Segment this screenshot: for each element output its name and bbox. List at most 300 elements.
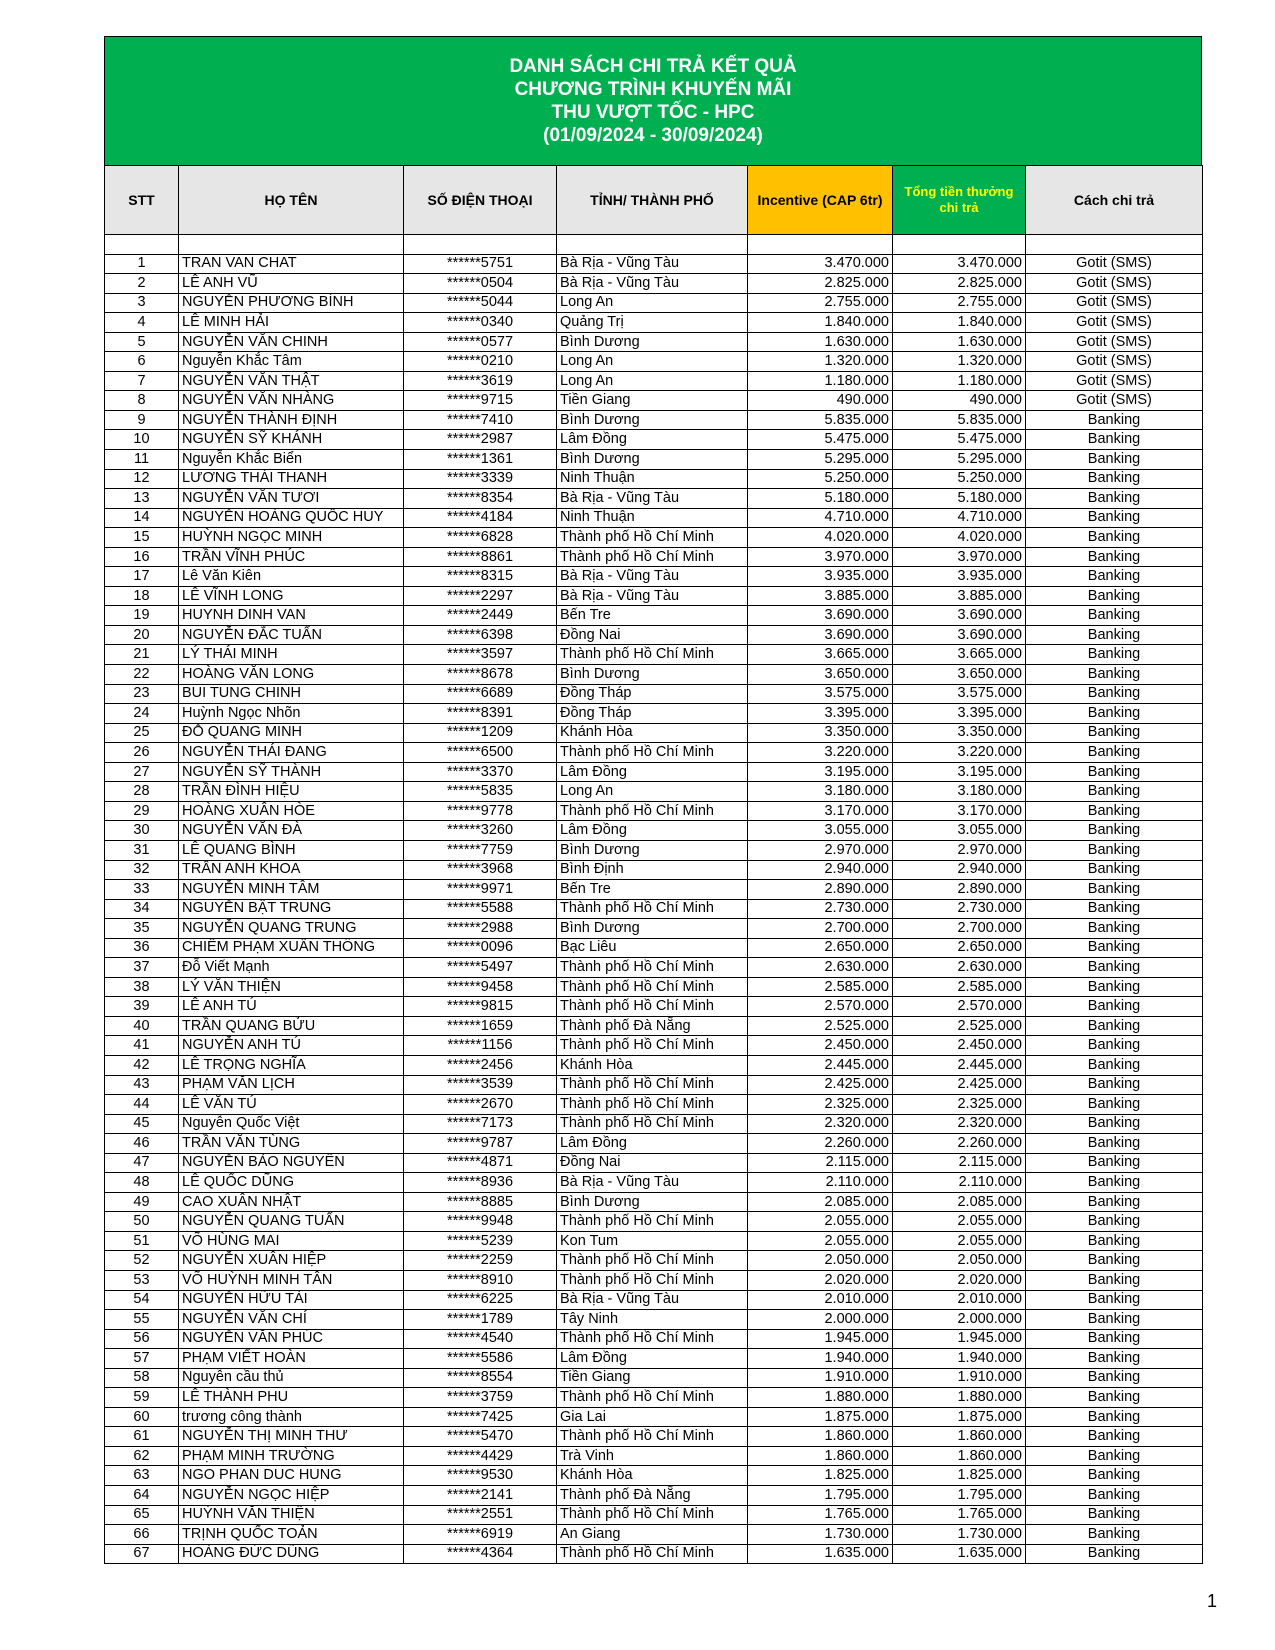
cell-province: Thành phố Hồ Chí Minh: [557, 1036, 748, 1056]
table-row: [105, 684, 1203, 704]
cell-stt: 15: [105, 528, 179, 548]
cell-incentive: 3.650.000: [748, 665, 893, 685]
cell-incentive: 3.690.000: [748, 625, 893, 645]
cell-name: Huỳnh Ngọc Nhõn: [179, 704, 404, 724]
cell-method: Banking: [1026, 977, 1203, 997]
header-row: [105, 166, 1203, 235]
cell-stt: 11: [105, 450, 179, 470]
cell-stt: 29: [105, 801, 179, 821]
cell-total: 2.110.000: [893, 1173, 1026, 1193]
cell-phone: ******3759: [404, 1388, 557, 1408]
cell-province: Bến Tre: [557, 606, 748, 626]
cell-method: Banking: [1026, 704, 1203, 724]
cell-total: 1.795.000: [893, 1486, 1026, 1506]
cell-province: Bạc Liêu: [557, 938, 748, 958]
cell-name: NGUYỄN NGỌC HIỆP: [179, 1486, 404, 1506]
cell-method: Banking: [1026, 1114, 1203, 1134]
cell-stt: 38: [105, 977, 179, 997]
cell-method: Banking: [1026, 1231, 1203, 1251]
cell-phone: ******8354: [404, 489, 557, 509]
cell-phone: ******8885: [404, 1192, 557, 1212]
table-row: [105, 625, 1203, 645]
cell-incentive: 1.825.000: [748, 1466, 893, 1486]
table-row: [105, 899, 1203, 919]
cell-stt: 54: [105, 1290, 179, 1310]
table-row: [105, 1368, 1203, 1388]
cell-phone: ******9458: [404, 977, 557, 997]
cell-total: 1.730.000: [893, 1525, 1026, 1545]
cell-phone: ******2297: [404, 586, 557, 606]
cell-province: Thành phố Hồ Chí Minh: [557, 645, 748, 665]
cell-method: Banking: [1026, 1505, 1203, 1525]
cell-stt: 28: [105, 782, 179, 802]
cell-stt: 32: [105, 860, 179, 880]
cell-stt: 51: [105, 1231, 179, 1251]
table-row: [105, 410, 1203, 430]
cell-phone: ******6225: [404, 1290, 557, 1310]
cell-stt: 47: [105, 1153, 179, 1173]
cell-method: Banking: [1026, 1407, 1203, 1427]
cell-method: Banking: [1026, 508, 1203, 528]
cell-incentive: 3.970.000: [748, 547, 893, 567]
cell-name: NGUYỄN BẬT TRUNG: [179, 899, 404, 919]
table-row: [105, 704, 1203, 724]
cell-province: Gia Lai: [557, 1407, 748, 1427]
cell-method: Banking: [1026, 1329, 1203, 1349]
cell-phone: ******0577: [404, 332, 557, 352]
cell-province: Trà Vinh: [557, 1446, 748, 1466]
cell-province: Thành phố Hồ Chí Minh: [557, 958, 748, 978]
cell-name: LÊ VĂN TÚ: [179, 1095, 404, 1115]
cell-total: 1.875.000: [893, 1407, 1026, 1427]
cell-name: Nguyễn cầu thủ: [179, 1368, 404, 1388]
table-row: [105, 352, 1203, 372]
cell-phone: ******1659: [404, 1016, 557, 1036]
cell-phone: ******2551: [404, 1505, 557, 1525]
cell-incentive: 2.000.000: [748, 1310, 893, 1330]
table-row: [105, 469, 1203, 489]
cell-name: HOÀNG ĐỨC DŨNG: [179, 1544, 404, 1564]
cell-phone: ******4429: [404, 1446, 557, 1466]
cell-total: 490.000: [893, 391, 1026, 411]
cell-stt: 35: [105, 919, 179, 939]
cell-stt: 50: [105, 1212, 179, 1232]
cell-method: Banking: [1026, 1173, 1203, 1193]
table-row: [105, 1290, 1203, 1310]
cell-method: Banking: [1026, 1016, 1203, 1036]
cell-total: 2.825.000: [893, 274, 1026, 294]
table-row: [105, 1016, 1203, 1036]
cell-phone: ******6828: [404, 528, 557, 548]
table-row: [105, 723, 1203, 743]
table-row: [105, 821, 1203, 841]
cell-stt: 53: [105, 1270, 179, 1290]
cell-total: 3.395.000: [893, 704, 1026, 724]
cell-total: 1.180.000: [893, 371, 1026, 391]
cell-province: Lâm Đồng: [557, 430, 748, 450]
cell-incentive: 2.425.000: [748, 1075, 893, 1095]
cell-incentive: 4.710.000: [748, 508, 893, 528]
cell-incentive: 1.765.000: [748, 1505, 893, 1525]
cell-method: Gotit (SMS): [1026, 352, 1203, 372]
cell-incentive: 2.110.000: [748, 1173, 893, 1193]
cell-name: LÊ VĨNH LONG: [179, 586, 404, 606]
cell-total: 2.085.000: [893, 1192, 1026, 1212]
cell-phone: ******5239: [404, 1231, 557, 1251]
cell-name: LÊ QUỐC DŨNG: [179, 1173, 404, 1193]
cell-phone: ******2456: [404, 1055, 557, 1075]
cell-method: Banking: [1026, 1270, 1203, 1290]
cell-phone: ******2141: [404, 1486, 557, 1506]
cell-phone: ******1361: [404, 450, 557, 470]
cell-province: Thành phố Hồ Chí Minh: [557, 977, 748, 997]
cell-method: Banking: [1026, 430, 1203, 450]
cell-province: Bến Tre: [557, 880, 748, 900]
cell-method: Gotit (SMS): [1026, 293, 1203, 313]
cell-incentive: 1.880.000: [748, 1388, 893, 1408]
cell-method: Banking: [1026, 782, 1203, 802]
header-stt: STT: [105, 166, 179, 235]
cell-incentive: 3.470.000: [748, 254, 893, 274]
cell-incentive: 2.570.000: [748, 997, 893, 1017]
cell-method: Banking: [1026, 1212, 1203, 1232]
cell-method: Gotit (SMS): [1026, 313, 1203, 333]
cell-name: LÊ THÀNH PHU: [179, 1388, 404, 1408]
table-row: [105, 977, 1203, 997]
cell-stt: 8: [105, 391, 179, 411]
cell-phone: ******4184: [404, 508, 557, 528]
cell-province: Thành phố Hồ Chí Minh: [557, 1427, 748, 1447]
table-row: [105, 1486, 1203, 1506]
cell-name: LƯƠNG THÁI THANH: [179, 469, 404, 489]
cell-total: 1.840.000: [893, 313, 1026, 333]
table-row: [105, 391, 1203, 411]
table-row: [105, 938, 1203, 958]
cell-incentive: 3.935.000: [748, 567, 893, 587]
cell-stt: 17: [105, 567, 179, 587]
table-row: [105, 1192, 1203, 1212]
cell-province: Kon Tum: [557, 1231, 748, 1251]
table-row: [105, 274, 1203, 294]
table-row: [105, 547, 1203, 567]
table-row: [105, 1036, 1203, 1056]
table-row: [105, 1173, 1203, 1193]
cell-name: BUI TUNG CHINH: [179, 684, 404, 704]
cell-method: Gotit (SMS): [1026, 274, 1203, 294]
cell-method: Banking: [1026, 938, 1203, 958]
cell-total: 3.690.000: [893, 625, 1026, 645]
cell-phone: ******5586: [404, 1349, 557, 1369]
cell-province: Bình Định: [557, 860, 748, 880]
cell-name: ĐỖ QUANG MINH: [179, 723, 404, 743]
cell-method: Banking: [1026, 410, 1203, 430]
cell-province: Lâm Đồng: [557, 1134, 748, 1154]
table-row: [105, 293, 1203, 313]
table-row: [105, 997, 1203, 1017]
cell-province: Lâm Đồng: [557, 1349, 748, 1369]
cell-name: NGUYỄN QUANG TRUNG: [179, 919, 404, 939]
cell-method: Banking: [1026, 1388, 1203, 1408]
cell-stt: 36: [105, 938, 179, 958]
cell-method: Banking: [1026, 997, 1203, 1017]
cell-incentive: 2.730.000: [748, 899, 893, 919]
cell-total: 2.940.000: [893, 860, 1026, 880]
cell-name: HUỲNH NGỌC MINH: [179, 528, 404, 548]
cell-incentive: 1.945.000: [748, 1329, 893, 1349]
cell-stt: 44: [105, 1095, 179, 1115]
cell-total: 1.945.000: [893, 1329, 1026, 1349]
cell-method: Banking: [1026, 1427, 1203, 1447]
table-row: [105, 860, 1203, 880]
cell-province: Đồng Nai: [557, 625, 748, 645]
cell-method: Banking: [1026, 723, 1203, 743]
cell-incentive: 1.795.000: [748, 1486, 893, 1506]
cell-method: Gotit (SMS): [1026, 254, 1203, 274]
cell-total: 2.260.000: [893, 1134, 1026, 1154]
cell-stt: 52: [105, 1251, 179, 1271]
cell-total: 2.755.000: [893, 293, 1026, 313]
header-method: Cách chi trả: [1026, 166, 1203, 235]
cell-stt: 48: [105, 1173, 179, 1193]
cell-total: 3.350.000: [893, 723, 1026, 743]
cell-province: Tây Ninh: [557, 1310, 748, 1330]
cell-incentive: 2.630.000: [748, 958, 893, 978]
cell-method: Banking: [1026, 880, 1203, 900]
cell-province: Bình Dương: [557, 1192, 748, 1212]
cell-name: LÊ ANH VŨ: [179, 274, 404, 294]
cell-stt: 14: [105, 508, 179, 528]
cell-name: NGUYỄN HOÀNG QUỐC HUY: [179, 508, 404, 528]
cell-stt: 20: [105, 625, 179, 645]
cell-phone: ******0504: [404, 274, 557, 294]
cell-total: 5.180.000: [893, 489, 1026, 509]
cell-incentive: 2.650.000: [748, 938, 893, 958]
cell-incentive: 2.755.000: [748, 293, 893, 313]
table-row: [105, 332, 1203, 352]
cell-total: 2.445.000: [893, 1055, 1026, 1075]
cell-phone: ******5044: [404, 293, 557, 313]
cell-total: 2.050.000: [893, 1251, 1026, 1271]
cell-incentive: 3.220.000: [748, 743, 893, 763]
table-row: [105, 801, 1203, 821]
cell-incentive: 2.940.000: [748, 860, 893, 880]
cell-total: 1.940.000: [893, 1349, 1026, 1369]
cell-province: Tiền Giang: [557, 1368, 748, 1388]
cell-province: Thành phố Hồ Chí Minh: [557, 997, 748, 1017]
cell-name: Nguyễn Khắc Biển: [179, 450, 404, 470]
cell-province: Khánh Hòa: [557, 1055, 748, 1075]
cell-province: Thành phố Hồ Chí Minh: [557, 1251, 748, 1271]
cell-name: TRẦN VĂN TÙNG: [179, 1134, 404, 1154]
cell-phone: ******5470: [404, 1427, 557, 1447]
cell-method: Gotit (SMS): [1026, 332, 1203, 352]
cell-phone: ******7410: [404, 410, 557, 430]
cell-phone: ******8936: [404, 1173, 557, 1193]
cell-name: LÝ THÁI MINH: [179, 645, 404, 665]
cell-phone: ******1789: [404, 1310, 557, 1330]
cell-total: 2.425.000: [893, 1075, 1026, 1095]
table-row: [105, 1310, 1203, 1330]
cell-stt: 3: [105, 293, 179, 313]
cell-phone: ******2449: [404, 606, 557, 626]
cell-stt: 2: [105, 274, 179, 294]
cell-incentive: 2.700.000: [748, 919, 893, 939]
cell-method: Banking: [1026, 625, 1203, 645]
cell-total: 1.880.000: [893, 1388, 1026, 1408]
cell-total: 2.020.000: [893, 1270, 1026, 1290]
cell-phone: ******3597: [404, 645, 557, 665]
cell-phone: ******9778: [404, 801, 557, 821]
table-row: [105, 606, 1203, 626]
table-row: [105, 1505, 1203, 1525]
cell-method: Banking: [1026, 899, 1203, 919]
cell-name: HOÀNG VĂN LONG: [179, 665, 404, 685]
cell-province: Bình Dương: [557, 450, 748, 470]
cell-phone: ******3339: [404, 469, 557, 489]
table-row: [105, 586, 1203, 606]
cell-total: 2.525.000: [893, 1016, 1026, 1036]
cell-name: TRẦN ĐÌNH HIỆU: [179, 782, 404, 802]
cell-method: Banking: [1026, 762, 1203, 782]
table-row: [105, 919, 1203, 939]
table-row: [105, 665, 1203, 685]
cell-stt: 40: [105, 1016, 179, 1036]
cell-method: Banking: [1026, 567, 1203, 587]
cell-province: Long An: [557, 782, 748, 802]
cell-stt: 39: [105, 997, 179, 1017]
cell-stt: 42: [105, 1055, 179, 1075]
cell-stt: 55: [105, 1310, 179, 1330]
cell-total: 2.450.000: [893, 1036, 1026, 1056]
cell-incentive: 3.575.000: [748, 684, 893, 704]
cell-province: Lâm Đồng: [557, 821, 748, 841]
table-row: [105, 1270, 1203, 1290]
cell-incentive: 2.020.000: [748, 1270, 893, 1290]
cell-method: Banking: [1026, 1544, 1203, 1564]
cell-name: Nguyễn Khắc Tâm: [179, 352, 404, 372]
cell-total: 3.195.000: [893, 762, 1026, 782]
table-row: [105, 430, 1203, 450]
cell-method: Banking: [1026, 743, 1203, 763]
cell-name: NGUYỄN VĂN PHÚC: [179, 1329, 404, 1349]
cell-stt: 59: [105, 1388, 179, 1408]
cell-stt: 22: [105, 665, 179, 685]
cell-phone: ******1209: [404, 723, 557, 743]
cell-total: 5.835.000: [893, 410, 1026, 430]
cell-total: 2.115.000: [893, 1153, 1026, 1173]
cell-incentive: 1.730.000: [748, 1525, 893, 1545]
cell-name: VÕ HÙNG MAI: [179, 1231, 404, 1251]
header-total: Tổng tiền thưởng chi trả: [893, 166, 1026, 235]
cell-stt: 16: [105, 547, 179, 567]
cell-total: 1.910.000: [893, 1368, 1026, 1388]
cell-method: Banking: [1026, 528, 1203, 548]
cell-method: Banking: [1026, 1486, 1203, 1506]
cell-incentive: 5.250.000: [748, 469, 893, 489]
cell-stt: 13: [105, 489, 179, 509]
cell-total: 5.250.000: [893, 469, 1026, 489]
cell-province: Thành phố Hồ Chí Minh: [557, 528, 748, 548]
cell-province: Bà Rịa - Vũng Tàu: [557, 1290, 748, 1310]
cell-phone: ******7173: [404, 1114, 557, 1134]
cell-name: NGUYỄN ĐẮC TUẤN: [179, 625, 404, 645]
cell-stt: 61: [105, 1427, 179, 1447]
cell-method: Banking: [1026, 958, 1203, 978]
cell-province: An Giang: [557, 1525, 748, 1545]
cell-stt: 63: [105, 1466, 179, 1486]
cell-province: Khánh Hòa: [557, 1466, 748, 1486]
cell-phone: ******5751: [404, 254, 557, 274]
cell-name: NGUYỄN XUÂN HIỆP: [179, 1251, 404, 1271]
cell-total: 2.010.000: [893, 1290, 1026, 1310]
cell-stt: 27: [105, 762, 179, 782]
cell-name: PHẠM MINH TRƯỜNG: [179, 1446, 404, 1466]
cell-phone: ******3968: [404, 860, 557, 880]
cell-incentive: 2.525.000: [748, 1016, 893, 1036]
cell-stt: 60: [105, 1407, 179, 1427]
cell-method: Banking: [1026, 1466, 1203, 1486]
cell-name: NGUYỄN SỸ THÀNH: [179, 762, 404, 782]
cell-province: Thành phố Hồ Chí Minh: [557, 1212, 748, 1232]
cell-name: CHIÊM PHẠM XUÂN THÔNG: [179, 938, 404, 958]
cell-name: NGUYỄN QUANG TUẤN: [179, 1212, 404, 1232]
cell-province: Bình Dương: [557, 665, 748, 685]
cell-phone: ******5835: [404, 782, 557, 802]
cell-method: Banking: [1026, 1349, 1203, 1369]
cell-total: 4.020.000: [893, 528, 1026, 548]
table-row: [105, 1407, 1203, 1427]
cell-stt: 43: [105, 1075, 179, 1095]
cell-province: Bà Rịa - Vũng Tàu: [557, 567, 748, 587]
cell-total: 1.320.000: [893, 352, 1026, 372]
cell-stt: 46: [105, 1134, 179, 1154]
cell-incentive: 3.180.000: [748, 782, 893, 802]
cell-province: Bình Dương: [557, 840, 748, 860]
cell-total: 2.700.000: [893, 919, 1026, 939]
table-row: [105, 254, 1203, 274]
cell-phone: ******6689: [404, 684, 557, 704]
table-row: [105, 1466, 1203, 1486]
cell-total: 5.295.000: [893, 450, 1026, 470]
cell-method: Gotit (SMS): [1026, 391, 1203, 411]
cell-total: 1.765.000: [893, 1505, 1026, 1525]
cell-incentive: 1.875.000: [748, 1407, 893, 1427]
cell-phone: ******1156: [404, 1036, 557, 1056]
cell-stt: 12: [105, 469, 179, 489]
cell-total: 3.690.000: [893, 606, 1026, 626]
cell-stt: 31: [105, 840, 179, 860]
cell-name: TRẦN VĨNH PHÚC: [179, 547, 404, 567]
cell-total: 2.585.000: [893, 977, 1026, 997]
cell-incentive: 1.630.000: [748, 332, 893, 352]
cell-method: Banking: [1026, 1036, 1203, 1056]
cell-total: 3.970.000: [893, 547, 1026, 567]
cell-province: Thành phố Hồ Chí Minh: [557, 1270, 748, 1290]
cell-incentive: 3.055.000: [748, 821, 893, 841]
cell-province: Tiền Giang: [557, 391, 748, 411]
cell-phone: ******5497: [404, 958, 557, 978]
cell-stt: 49: [105, 1192, 179, 1212]
cell-phone: ******7425: [404, 1407, 557, 1427]
cell-stt: 57: [105, 1349, 179, 1369]
cell-name: NGUYỄN VĂN TƯƠI: [179, 489, 404, 509]
cell-total: 2.325.000: [893, 1095, 1026, 1115]
table-row: [105, 782, 1203, 802]
cell-method: Gotit (SMS): [1026, 371, 1203, 391]
cell-name: LÝ VĂN THIỆN: [179, 977, 404, 997]
cell-method: Banking: [1026, 840, 1203, 860]
cell-stt: 1: [105, 254, 179, 274]
